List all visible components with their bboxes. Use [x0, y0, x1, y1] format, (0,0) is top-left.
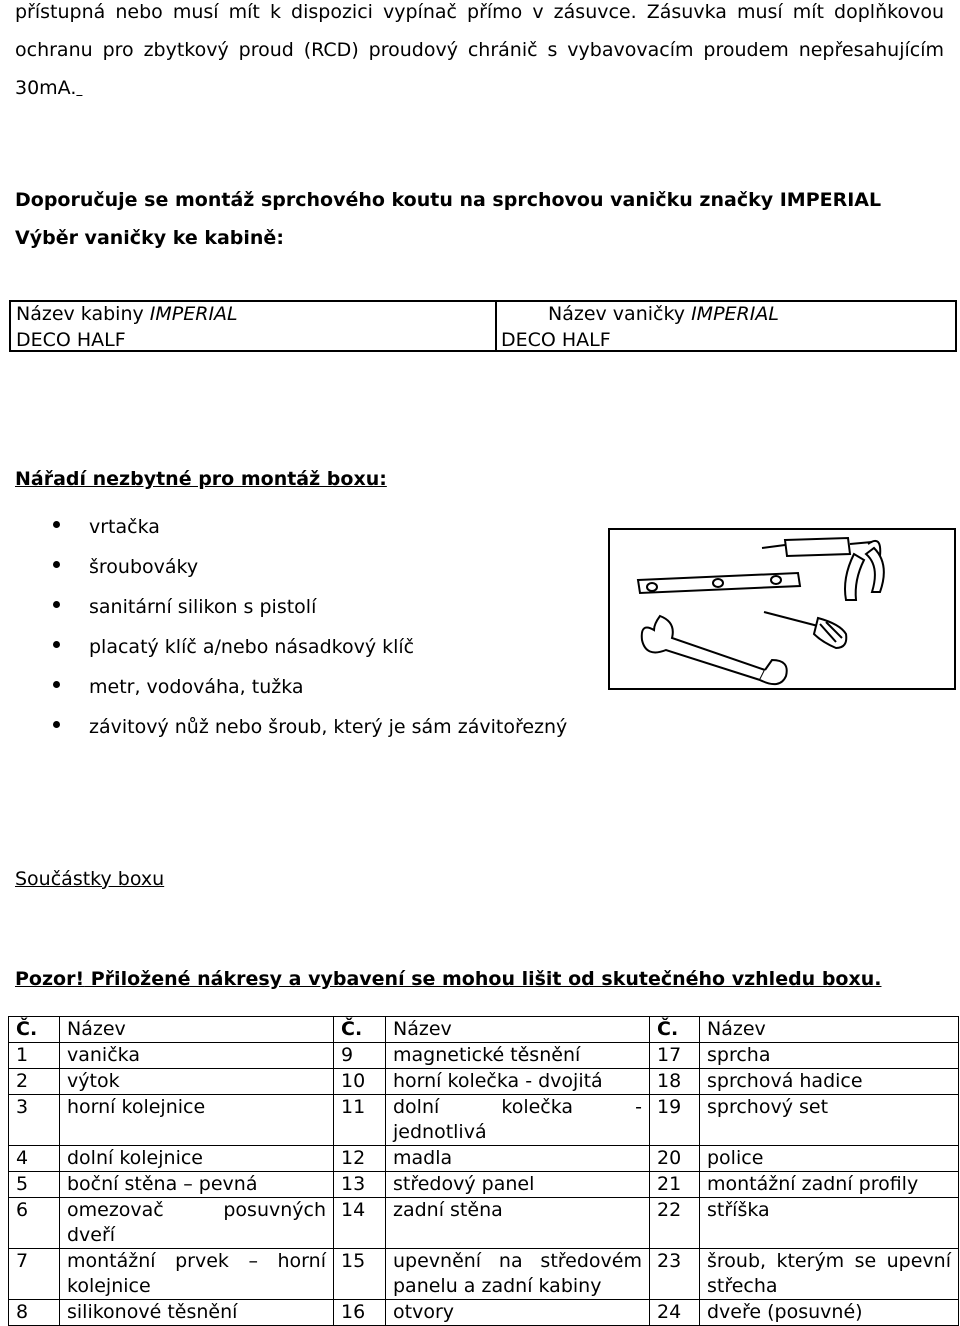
part-name: stříška: [700, 1198, 959, 1249]
part-number: 19: [650, 1095, 700, 1146]
part-number: 8: [9, 1300, 60, 1326]
part-number: 12: [334, 1146, 386, 1172]
col-name-header: Název: [60, 1017, 334, 1043]
col-name-header: Název: [386, 1017, 650, 1043]
part-number: 3: [9, 1095, 60, 1146]
cabin-name-label: Název kabiny IMPERIAL: [16, 303, 238, 325]
intro-line-3: 30mA.: [15, 77, 77, 99]
part-number: 6: [9, 1198, 60, 1249]
screwdriver-icon: [764, 612, 846, 648]
part-number: 17: [650, 1043, 700, 1069]
part-name: otvory: [386, 1300, 650, 1326]
tools-illustration: [608, 528, 956, 690]
spirit-level-icon: [638, 573, 800, 593]
part-name: sprchová hadice: [700, 1069, 959, 1095]
table-row: [9, 1172, 959, 1198]
table-row: [9, 1198, 959, 1249]
table-row: [9, 1043, 959, 1069]
bullet-icon: [53, 721, 60, 728]
part-name: silikonové těsnění: [60, 1300, 334, 1326]
part-name: dveře (posuvné): [700, 1300, 959, 1326]
parts-warning: Pozor! Přiložené nákresy a vybavení se mohou lišit od skutečného vzhledu boxu.: [15, 968, 882, 990]
part-name: boční stěna – pevná: [60, 1172, 334, 1198]
part-number: 20: [650, 1146, 700, 1172]
part-name: středový panel: [386, 1172, 650, 1198]
part-name: upevnění na středovém panelu a zadní kabiny: [386, 1249, 650, 1300]
part-name: dolní kolejnice: [60, 1146, 334, 1172]
col-num-header: Č.: [334, 1017, 386, 1043]
part-number: 23: [650, 1249, 700, 1300]
col-name-header: Název: [700, 1017, 959, 1043]
part-number: 7: [9, 1249, 60, 1300]
part-number: 14: [334, 1198, 386, 1249]
table-row: [9, 1146, 959, 1172]
part-name: montážní zadní profily: [700, 1172, 959, 1198]
table-row: [9, 1095, 959, 1146]
part-number: 4: [9, 1146, 60, 1172]
bullet-icon: [53, 521, 60, 528]
bullet-icon: [53, 641, 60, 648]
part-number: 2: [9, 1069, 60, 1095]
bullet-icon: [53, 681, 60, 688]
part-name: zadní stěna: [386, 1198, 650, 1249]
caulking-gun-icon: [762, 538, 884, 600]
part-number: 13: [334, 1172, 386, 1198]
parts-heading: Součástky boxu: [15, 868, 165, 890]
table-row: [9, 1069, 959, 1095]
part-name: montážní prvek – horní kolejnice: [60, 1249, 334, 1300]
cabin-name-value: DECO HALF: [16, 329, 126, 351]
part-number: 1: [9, 1043, 60, 1069]
intro-line-2: ochranu pro zbytkový proud (RCD) proudový chránič s vybavovacím proudem nepřesahujícím: [15, 39, 944, 61]
recommend-heading: Doporučuje se montáž sprchového koutu na sprchovou vaničku značky IMPERIAL: [15, 189, 882, 211]
bullet-icon: [53, 601, 60, 608]
intro-line-1: přístupná nebo musí mít k dispozici vypínač přímo v zásuvce. Zásuvka musí mít doplňkovou: [15, 1, 944, 23]
part-name: sprchový set: [700, 1095, 959, 1146]
wrench-icon: [642, 616, 787, 684]
part-name: šroub, kterým se upevní střecha: [700, 1249, 959, 1300]
part-number: 10: [334, 1069, 386, 1095]
part-name: sprcha: [700, 1043, 959, 1069]
part-name: výtok: [60, 1069, 334, 1095]
table-row: [9, 1249, 959, 1300]
part-number: 5: [9, 1172, 60, 1198]
part-number: 21: [650, 1172, 700, 1198]
part-name: vanička: [60, 1043, 334, 1069]
cabin-tray-table: [9, 300, 957, 352]
part-name: omezovač posuvných dveří: [60, 1198, 334, 1249]
part-name: horní kolečka - dvojitá: [386, 1069, 650, 1095]
recommend-subheading: Výběr vaničky ke kabině:: [15, 227, 284, 249]
col-num-header: Č.: [9, 1017, 60, 1043]
part-number: 16: [334, 1300, 386, 1326]
part-number: 18: [650, 1069, 700, 1095]
tray-name-value: DECO HALF: [501, 329, 611, 351]
part-name: police: [700, 1146, 959, 1172]
col-num-header: Č.: [650, 1017, 700, 1043]
tools-heading: Nářadí nezbytné pro montáž boxu:: [15, 468, 387, 490]
tools-drawing: [610, 530, 954, 688]
bullet-icon: [53, 561, 60, 568]
part-name: madla: [386, 1146, 650, 1172]
table-row: [9, 1300, 959, 1326]
part-name: horní kolejnice: [60, 1095, 334, 1146]
part-number: 22: [650, 1198, 700, 1249]
part-number: 24: [650, 1300, 700, 1326]
parts-table: [8, 1016, 959, 1326]
part-number: 11: [334, 1095, 386, 1146]
table-divider: [495, 302, 497, 350]
table-header-row: [9, 1017, 959, 1043]
part-name: dolní kolečka - jednotlivá: [386, 1095, 650, 1146]
part-number: 9: [334, 1043, 386, 1069]
part-name: magnetické těsnění: [386, 1043, 650, 1069]
tray-name-label: Název vaničky IMPERIAL: [548, 303, 779, 325]
part-number: 15: [334, 1249, 386, 1300]
